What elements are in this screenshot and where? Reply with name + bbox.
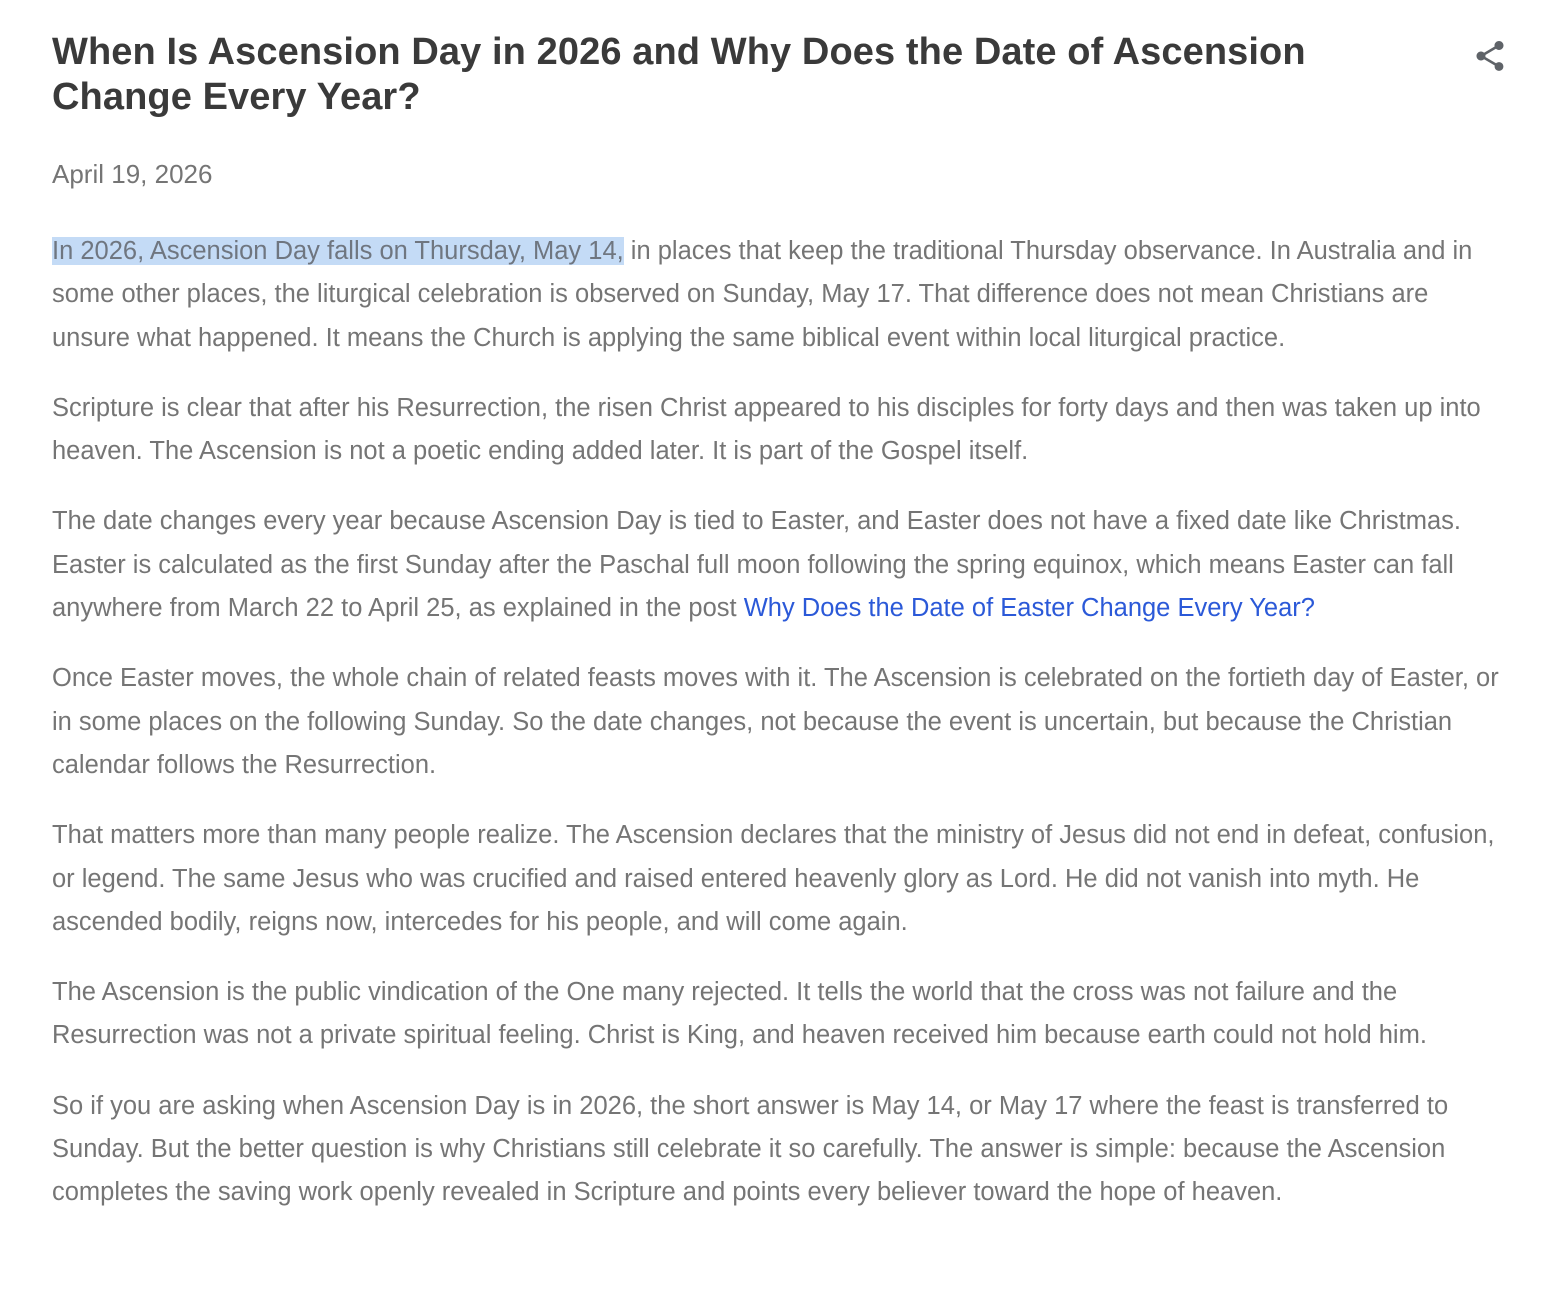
post-header bbox=[52, 30, 1510, 120]
selected-text[interactable]: In 2026, Ascension Day falls on Thursday, May 14, bbox=[52, 237, 624, 265]
post-body bbox=[52, 230, 1510, 1215]
paragraph-3-text: The date changes every year because Ascension Day is tied to Easter, and Easter does not have a fixed date like Christmas. Easter is calculated as the first Sunday after the Paschal full moon following the spring equinox, which means Easter can fall anywhere from March 22 to April 25, as explained in the post bbox=[52, 507, 1461, 623]
paragraph-7: So if you are asking when Ascension Day is in 2026, the short answer is May 14, or May 17 where the feast is transferred to Sunday. But the better question is why Christians still celebrate it so carefully. The answer is simple: because the Ascension completes the saving work openly revealed in Scripture and points every believer toward the hope of heaven. bbox=[52, 1091, 1449, 1207]
paragraph-4: Once Easter moves, the whole chain of related feasts moves with it. The Ascension is celebrated on the fortieth day of Easter, or in some places on the following Sunday. So the date changes, not because the event is uncertain, but because the Christian calendar follows the Resurrection. bbox=[52, 664, 1499, 779]
post-date: April 19, 2026 bbox=[52, 159, 213, 189]
paragraph-1 bbox=[52, 230, 1510, 360]
easter-date-post-link[interactable]: Why Does the Date of Easter Change Every Year? bbox=[743, 594, 1315, 623]
share-button[interactable] bbox=[1468, 34, 1512, 78]
paragraph-6: The Ascension is the public vindication of the One many rejected. It tells the world that the cross was not failure and the Resurrection was not a private spiritual feeling. Christ is King, and heaven received him because earth could not hold him. bbox=[52, 978, 1427, 1050]
paragraph-5: That matters more than many people realize. The Ascension declares that the ministry of Jesus did not end in defeat, confusion, or legend. The same Jesus who was crucified and raised entered heavenly glory as Lord. He did not vanish into myth. He ascended bodily, reigns now, intercedes for his people, and will come again. bbox=[52, 821, 1495, 936]
share-icon bbox=[1472, 37, 1508, 75]
paragraph-3 bbox=[52, 500, 1510, 630]
paragraph-1-rest: in places that keep the traditional Thursday observance. In Australia and in some other places, the liturgical celebration is observed on Sunday, May 17. That difference does not mean Christians are unsure what happened. It means the Church is applying the same biblical event within local liturgical practice. bbox=[52, 237, 1473, 352]
post-title: When Is Ascension Day in 2026 and Why Does the Date of Ascension Change Every Year? bbox=[52, 31, 1306, 118]
paragraph-2: Scripture is clear that after his Resurrection, the risen Christ appeared to his disciples for forty days and then was taken up into heaven. The Ascension is not a poetic ending added later. It is part of the Gospel itself. bbox=[52, 393, 1481, 466]
